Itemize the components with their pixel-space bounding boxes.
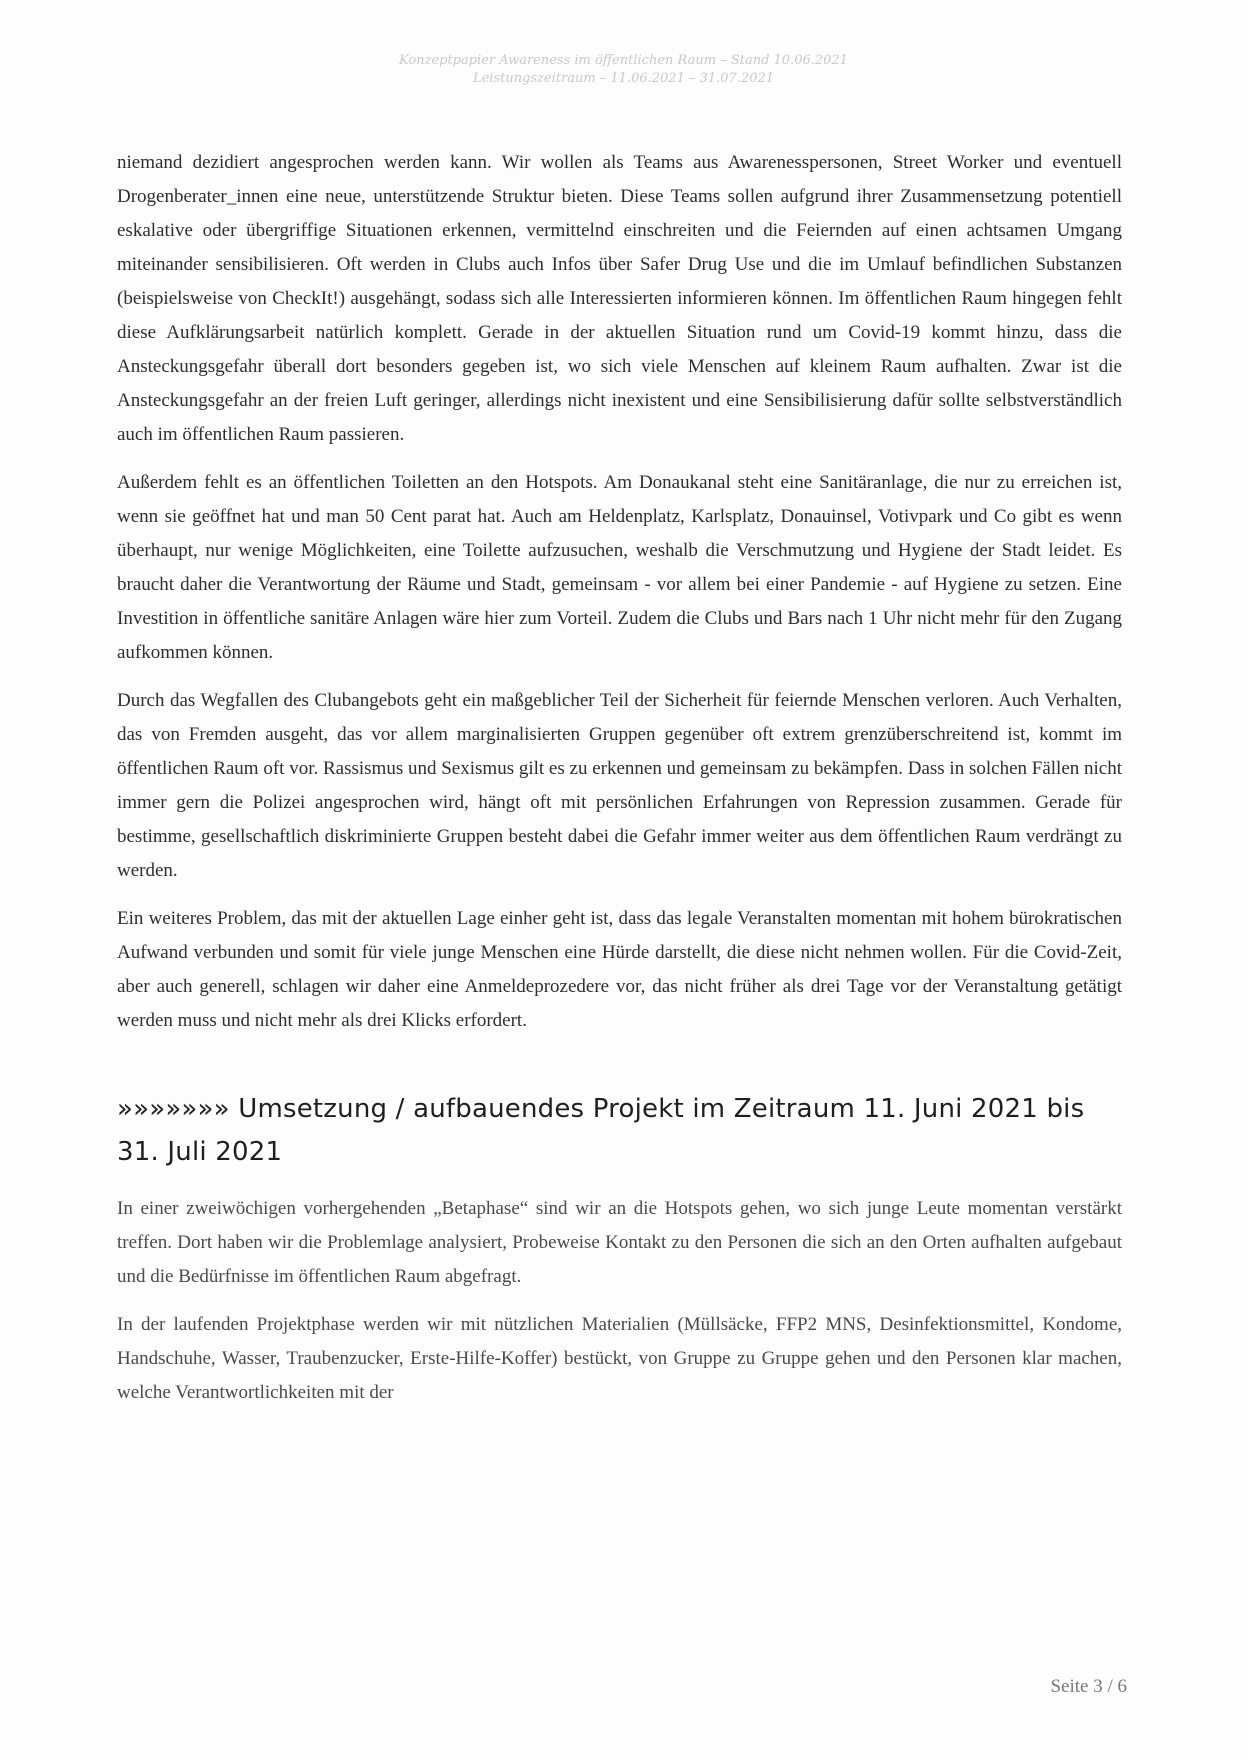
header-title: Konzeptpapier Awareness im öffentlichen Raum – Stand 10.06.2021 bbox=[399, 53, 848, 68]
body-paragraph: Ein weiteres Problem, das mit der aktuellen Lage einher geht ist, dass das legale Veranstalten momentan mit hohem bürokratischen Aufwand verbunden und somit für viele junge Menschen eine Hürde darstellt, die diese nicht nehmen wollen. Für die Covid-Zeit, aber auch generell, schlagen wir daher eine Anmeldeprozedere vor, das nicht früher als drei Tage vor der Veranstaltung getätigt werden muss und nicht mehr als drei Klicks erfordert. bbox=[117, 908, 1122, 1031]
page-number: Seite 3 / 6 bbox=[1050, 1676, 1127, 1697]
body-paragraph: Durch das Wegfallen des Clubangebots geht ein maßgeblicher Teil der Sicherheit für feiernde Menschen verloren. Auch Verhalten, das von Fremden ausgeht, das vor allem marginalisierten Gruppen gegenüber oft extrem grenzüberschreitend ist, kommt im öffentlichen Raum oft vor. Rassismus und Sexismus gilt es zu erkennen und gemeinsam zu bekämpfen. Dass in solchen Fällen nicht immer gern die Polizei angesprochen wird, hängt oft mit persönlichen Erfahrungen von Repression zusammen. Gerade für bestimme, gesellschaftlich diskriminierte Gruppen besteht dabei die Gefahr immer weiter aus dem öffentlichen Raum verdrängt zu werden. bbox=[117, 690, 1122, 881]
body-paragraph: niemand dezidiert angesprochen werden kann. Wir wollen als Teams aus Awarenesspersonen, Street Worker und eventuell Drogenberater_innen eine neue, unterstützende Struktur bieten. Diese Teams sollen aufgrund ihrer Zusammensetzung potentiell eskalative oder übergriffige Situationen erkennen, vermittelnd einschreiten und die Feiernden auf einen achtsamen Umgang miteinander sensibilisieren. Oft werden in Clubs auch Infos über Safer Drug Use und die im Umlauf befindlichen Substanzen (beispielsweise von CheckIt!) ausgehängt, sodass sich alle Interessierten informieren können. Im öffentlichen Raum hingegen fehlt diese Aufklärungsarbeit natürlich komplett. Gerade in der aktuellen Situation rund um Covid-19 kommt hinzu, dass die Ansteckungsgefahr überall dort besonders gegeben ist, wo sich viele Menschen auf kleinem Raum aufhalten. Zwar ist die Ansteckungsgefahr an der freien Luft geringer, allerdings nicht inexistent und eine Sensibilisierung dafür sollte selbstverständlich auch im öffentlichen Raum passieren. bbox=[117, 152, 1122, 445]
header-period: Leistungszeitraum – 11.06.2021 – 31.07.2021 bbox=[472, 71, 775, 86]
section-paragraph: In einer zweiwöchigen vorhergehenden „Betaphase“ sind wir an die Hotspots gehen, wo sich junge Leute momentan verstärkt treffen. Dort haben wir die Problemlage analysiert, Probeweise Kontakt zu den Personen die sich an den Orten aufhalten aufgebaut und die Bedürfnisse im öffentlichen Raum abgefragt. bbox=[117, 1198, 1122, 1287]
page-content bbox=[117, 146, 1122, 1424]
section-heading: »»»»»»» Umsetzung / aufbauendes Projekt im Zeitraum 11. Juni 2021 bis 31. Juli 2021 bbox=[117, 1094, 1085, 1167]
page-header bbox=[0, 52, 1247, 88]
section-paragraph: In der laufenden Projektphase werden wir mit nützlichen Materialien (Müllsäcke, FFP2 MNS, Desinfektionsmittel, Kondome, Handschuhe, Wasser, Traubenzucker, Erste-Hilfe-Koffer) bestückt, von Gruppe zu Gruppe gehen und den Personen klar machen, welche Verantwortlichkeiten mit der bbox=[117, 1314, 1122, 1403]
body-paragraph: Außerdem fehlt es an öffentlichen Toiletten an den Hotspots. Am Donaukanal steht eine Sanitäranlage, die nur zu erreichen ist, wenn sie geöffnet hat und man 50 Cent parat hat. Auch am Heldenplatz, Karlsplatz, Donauinsel, Votivpark und Co gibt es wenn überhaupt, nur wenige Möglichkeiten, eine Toilette aufzusuchen, weshalb die Verschmutzung und Hygiene der Stadt leidet. Es braucht daher die Verantwortung der Räume und Stadt, gemeinsam - vor allem bei einer Pandemie - auf Hygiene zu setzen. Eine Investition in öffentliche sanitäre Anlagen wäre hier zum Vorteil. Zudem die Clubs und Bars nach 1 Uhr nicht mehr für den Zugang aufkommen können. bbox=[117, 472, 1122, 663]
